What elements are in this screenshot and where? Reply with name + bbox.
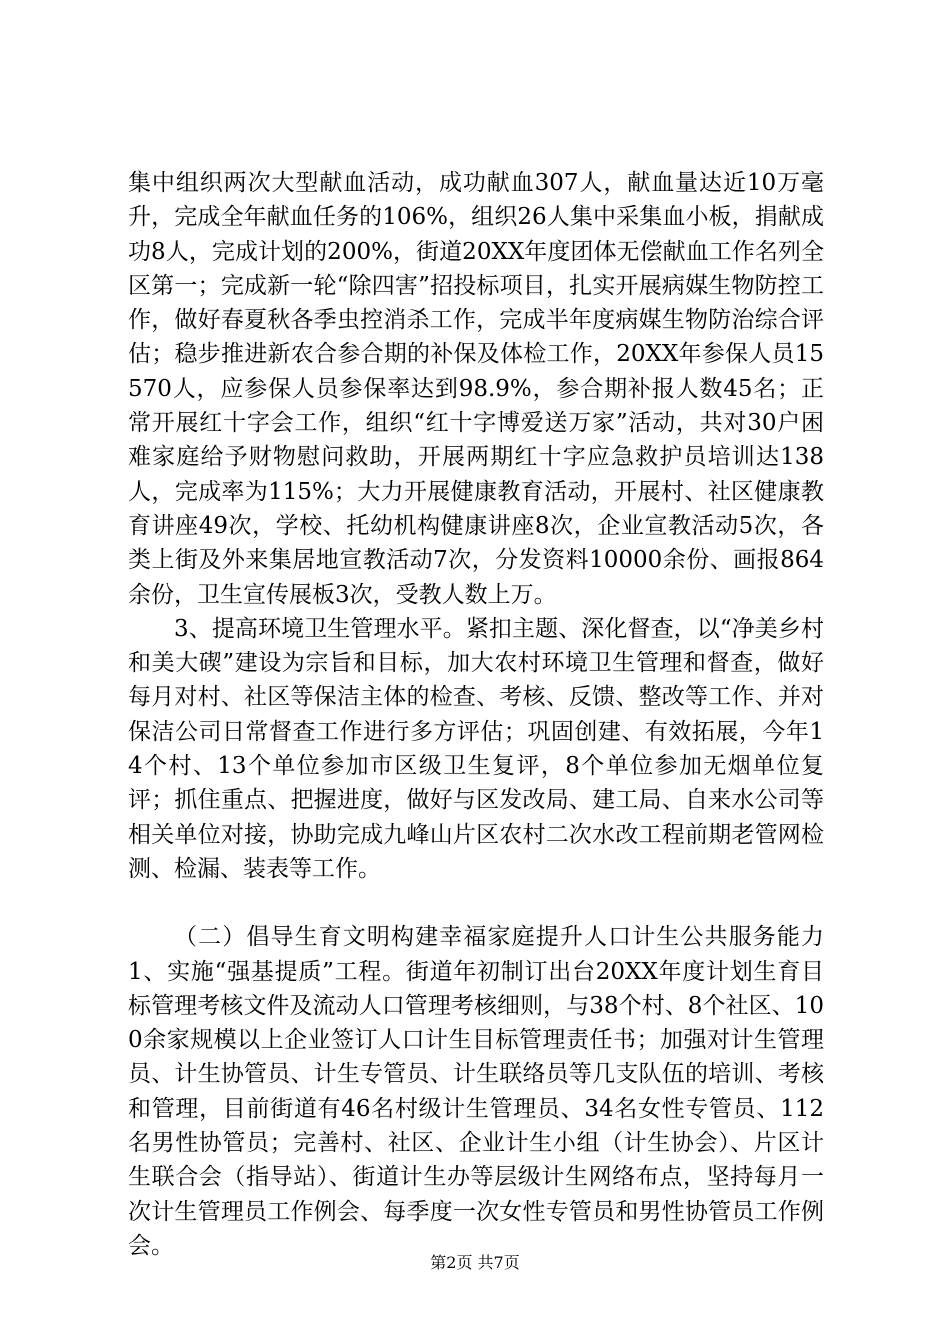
- document-body: [128, 166, 824, 1263]
- page-number-footer: 第2页 共7页: [430, 1253, 520, 1272]
- paragraph-blood-donation: 集中组织两次大型献血活动，成功献血307人，献血量达近10万毫升，完成全年献血任务的106%，组织26人集中采集血小板，捐献成功8人，完成计划的200%，街道20XX年度团体无偿献血工作名列全区第一；完成新一轮“除四害”招投标项目，扎实开展病媒生物防控工作，做好春夏秋各季虫控消杀工作，完成半年度病媒生物防治综合评估；稳步推进新农合参合期的补保及体检工作，20XX年参保人员15570人，应参保人员参保率达到98.9%，参合期补报人数45名；正常开展红十字会工作，组织“红十字博爱送万家”活动，共对30户困难家庭给予财物慰问救助，开展两期红十字应急救护员培训达138人，完成率为115%；大力开展健康教育活动，开展村、社区健康教育讲座49次，学校、托幼机构健康讲座8次，企业宣教活动5次，各类上街及外来集居地宣教活动7次，分发资料10000余份、画报864余份，卫生宣传展板3次，受教人数上万。: [128, 170, 824, 608]
- paragraph-family-planning: （二）倡导生育文明构建幸福家庭提升人口计生公共服务能力1、实施“强基提质”工程。街道年初制订出台20XX年度计划生育目标管理考核文件及流动人口管理考核细则，与38个村、8个社区、100余家规模以上企业签订人口计生目标管理责任书；加强对计生管理员、计生协管员、计生专管员、计生联络员等几支队伍的培训、考核和管理，目前街道有46名村级计生管理员、34名女性专管员、112名男性协管员；完善村、社区、企业计生小组（计生协会）、片区计生联合会（指导站）、街道计生办等层级计生网络布点，坚持每月一次计生管理员工作例会、每季度一次女性专管员和男性协管员工作例会。: [128, 924, 824, 1259]
- paragraph-environmental-sanitation: 3、提高环境卫生管理水平。紧扣主题、深化督查，以“净美乡村和美大碶”建设为宗旨和目标，加大农村环境卫生管理和督查，做好每月对村、社区等保洁主体的检查、考核、反馈、整改等工作、并对保洁公司日常督查工作进行多方评估；巩固创建、有效拓展，今年14个村、13个单位参加市区级卫生复评，8个单位参加无烟单位复评；抓住重点、把握进度，做好与区发改局、建工局、自来水公司等相关单位对接，协助完成九峰山片区农村二次水改工程前期老管网检测、检漏、装表等工作。: [128, 615, 824, 882]
